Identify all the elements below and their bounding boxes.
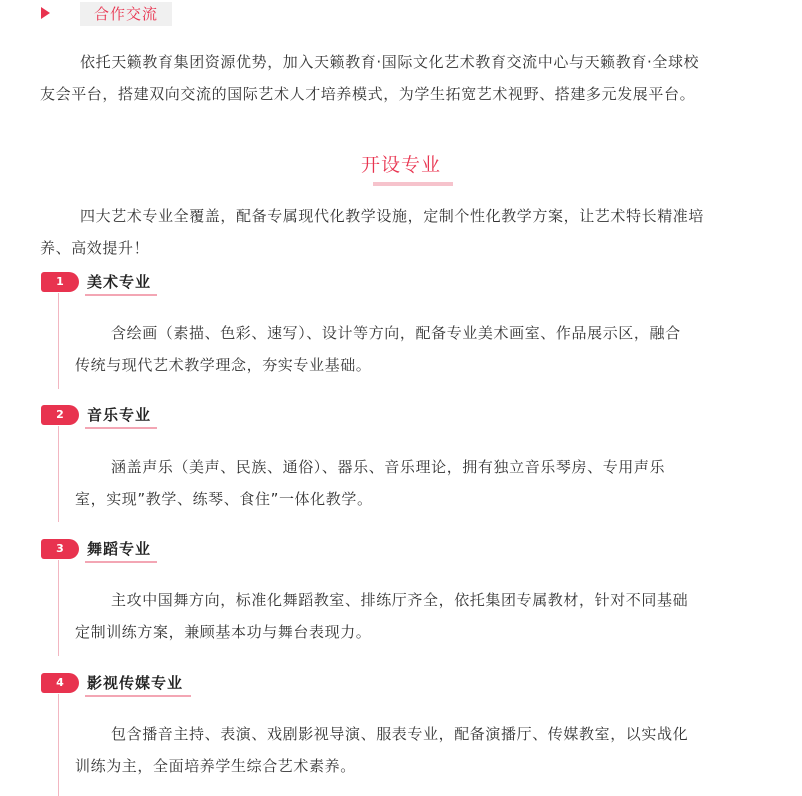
major-description-line2: 定制训练方案，兼顾基本功与舞台表现力。 (75, 623, 372, 641)
major-timeline-line (58, 694, 59, 796)
section-intro-line1: 四大艺术专业全覆盖，配备专属现代化教学设施，定制个性化教学方案，让艺术特长精准培 (80, 207, 705, 225)
cooperation-text (40, 46, 780, 110)
major-number-badge: 1 (41, 272, 79, 292)
section-intro (40, 200, 780, 264)
cooperation-text-line1: 依托天籁教育集团资源优势，加入天籁教育·国际文化艺术教育交流中心与天籁教育·全球校 (80, 53, 700, 71)
major-title-underline (85, 294, 157, 296)
major-timeline-line (58, 560, 59, 656)
major-description-line1: 涵盖声乐（美声、民族、通俗）、器乐、音乐理论，拥有独立音乐琴房、专用声乐 (111, 458, 666, 476)
major-timeline-line (58, 426, 59, 522)
major-title-underline (85, 561, 157, 563)
major-number-badge: 3 (41, 539, 79, 559)
major-title: 影视传媒专业 (87, 674, 184, 692)
major-description-line2: 训练为主，全面培养学生综合艺术素养。 (75, 757, 356, 775)
major-title-underline (85, 427, 157, 429)
major-description (75, 451, 775, 515)
triangle-marker-icon (41, 7, 50, 19)
major-description-line1: 包含播音主持、表演、戏剧影视导演、服表专业，配备演播厅、传媒教室，以实战化 (111, 725, 689, 743)
section-title: 开设专业 (360, 154, 441, 176)
section-intro-line2: 养、高效提升！ (40, 239, 150, 257)
major-title: 美术专业 (87, 273, 152, 291)
major-number-badge: 2 (41, 405, 79, 425)
major-description (75, 317, 775, 381)
major-description (75, 718, 775, 782)
cooperation-tag: 合作交流 (80, 2, 172, 26)
major-timeline-line (58, 293, 59, 389)
major-description-line1: 主攻中国舞方向，标准化舞蹈教室、排练厅齐全，依托集团专属教材，针对不同基础 (111, 591, 689, 609)
major-description-line1: 含绘画（素描、色彩、速写）、设计等方向，配备专业美术画室、作品展示区，融合 (111, 324, 681, 342)
major-description-line2: 室，实现”教学、练琴、食住”一体化教学。 (75, 490, 373, 508)
major-title: 舞蹈专业 (87, 540, 152, 558)
major-title-underline (85, 695, 191, 697)
section-title-underline (373, 182, 453, 186)
major-title: 音乐专业 (87, 406, 152, 424)
major-description-line2: 传统与现代艺术教学理念，夯实专业基础。 (75, 356, 372, 374)
cooperation-text-line2: 友会平台，搭建双向交流的国际艺术人才培养模式，为学生拓宽艺术视野、搭建多元发展平台。 (40, 85, 696, 103)
major-description (75, 584, 775, 648)
major-number-badge: 4 (41, 673, 79, 693)
